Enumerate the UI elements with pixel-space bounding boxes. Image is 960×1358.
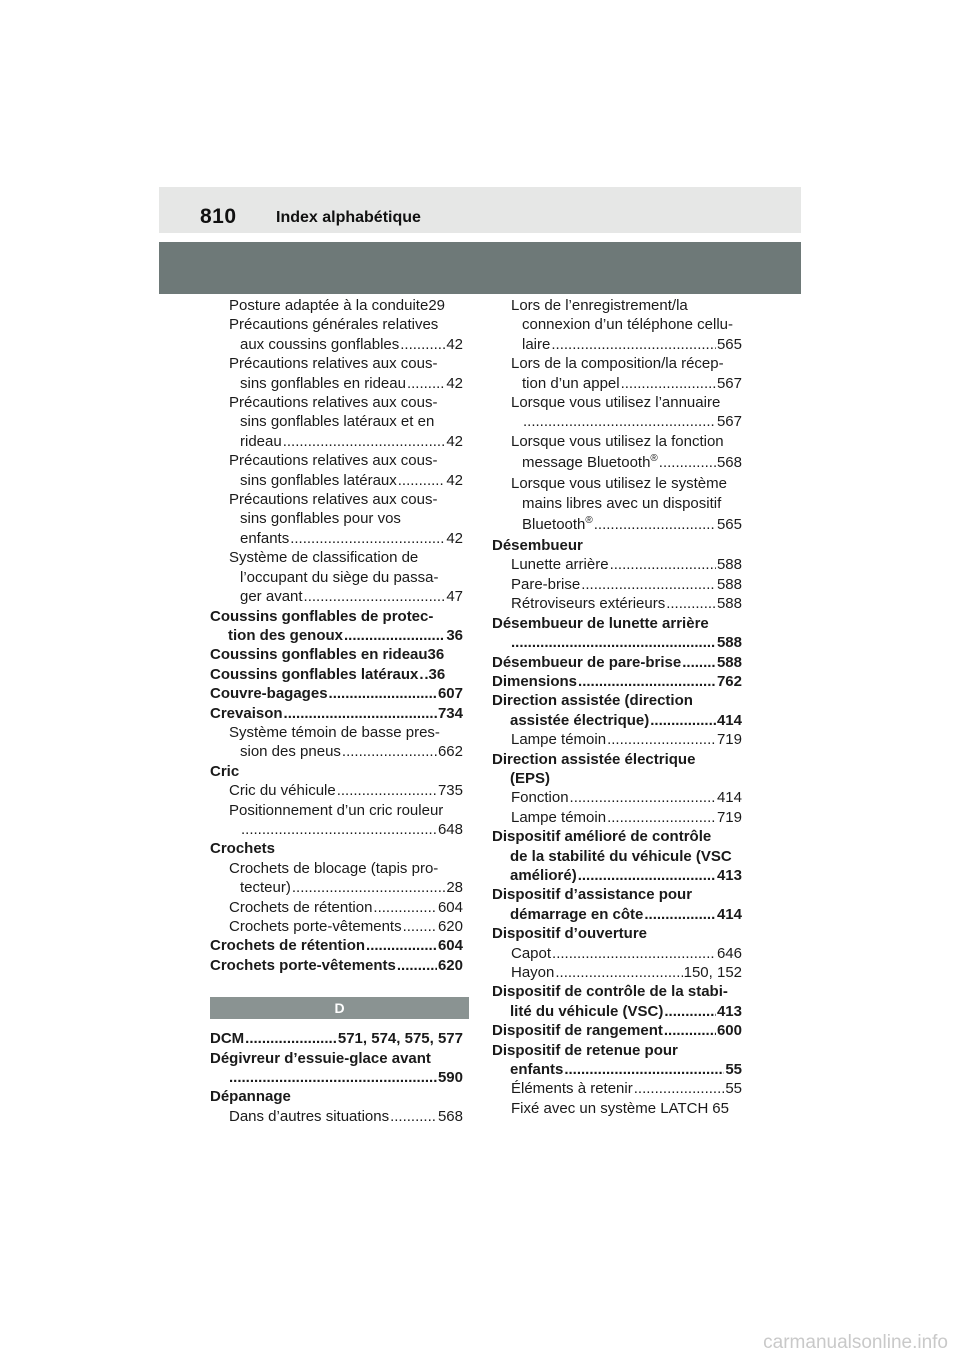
index-main-entry: Couvre-bagages ..... 607 xyxy=(210,684,463,703)
section-title: Index alphabétique xyxy=(276,209,421,226)
index-main-entry: DCM ..... 571, 574, 575, 577 xyxy=(210,1029,463,1048)
index-entry: Fonction ..... 414 xyxy=(492,788,742,807)
index-main-entry: Crochets porte-vêtements ..... 620 xyxy=(210,956,463,975)
index-main-entry-line: Dégivreur d’essuie-glace avant xyxy=(210,1049,431,1067)
chapter-band xyxy=(159,242,801,294)
page-number: 810 xyxy=(200,205,237,228)
index-main-entry-line: Direction assistée électrique xyxy=(492,750,696,768)
index-entry: aux coussins gonflables ..... 42 xyxy=(210,335,463,354)
index-entry-line: sins gonflables pour vos xyxy=(240,510,401,528)
index-entry-line: Positionnement d’un cric rouleur xyxy=(229,801,444,819)
index-main-entry-line: Coussins gonflables de protec- xyxy=(210,607,434,625)
index-main-entry-line: (EPS) xyxy=(510,769,551,787)
index-entry-line: Lorsque vous utilisez la fonction xyxy=(511,432,724,450)
index-entry-line: connexion d’un téléphone cellu- xyxy=(522,316,733,334)
index-entry: Pare-brise ..... 588 xyxy=(492,575,742,594)
index-entry: Crochets porte-vêtements ..... 620 xyxy=(210,917,463,936)
index-entry: Cric du véhicule ..... 735 xyxy=(210,781,463,800)
index-entry-line: Lors de l’enregistrement/la xyxy=(511,297,688,314)
index-main-entry: amélioré) ..... 413 xyxy=(492,866,742,885)
index-entry-line: Lorsque vous utilisez le système xyxy=(511,475,727,493)
index-entry: Dans d’autres situations ..... 568 xyxy=(210,1107,463,1126)
index-main-entry: Dispositif d’ouverture xyxy=(492,925,648,943)
index-entry-line: Précautions relatives aux cous- xyxy=(229,355,438,373)
index-main-entry-line: de la stabilité du véhicule (VSC xyxy=(510,847,732,865)
index-entry: sins gonflables latéraux ..... 42 xyxy=(210,471,463,490)
index-entry: Hayon ..... 150, 152 xyxy=(492,963,742,982)
index-column-right xyxy=(492,296,742,1118)
index-entry-line: Précautions relatives aux cous- xyxy=(229,491,438,509)
index-entry: rideau ..... 42 xyxy=(210,432,463,451)
index-entry-line: Système de classification de xyxy=(229,549,419,567)
index-entry-line: Précautions relatives aux cous- xyxy=(229,394,438,412)
index-entry-line: Lorsque vous utilisez l’annuaire xyxy=(511,394,721,412)
index-entry-line: mains libres avec un dispositif xyxy=(522,494,722,512)
index-main-entry: ..... 588 xyxy=(492,633,742,652)
index-entry: sion des pneus ..... 662 xyxy=(210,742,463,761)
index-entry-line: l’occupant du siège du passa- xyxy=(240,568,439,586)
index-entry: Crochets de rétention ..... 604 xyxy=(210,898,463,917)
header-band xyxy=(159,187,801,233)
index-main-entry: Désembueur xyxy=(492,537,583,555)
index-entry: Capot ..... 646 xyxy=(492,944,742,963)
index-main-entry-line: Dispositif d’assistance pour xyxy=(492,886,693,904)
index-main-entry: lité du véhicule (VSC) ..... 413 xyxy=(492,1002,742,1021)
index-main-entry: démarrage en côte ..... 414 xyxy=(492,905,742,924)
index-entry: Lunette arrière ..... 588 xyxy=(492,555,742,574)
index-entry: sins gonflables en rideau ..... 42 xyxy=(210,374,463,393)
index-entry: Bluetooth® ..... 565 xyxy=(492,513,742,536)
index-main-entry: Crochets xyxy=(210,840,276,858)
index-main-entry-line: Désembueur de lunette arrière xyxy=(492,614,709,632)
index-entry: Lampe témoin ..... 719 xyxy=(492,808,742,827)
index-main-entry: Crochets de rétention ..... 604 xyxy=(210,936,463,955)
index-entry-line: Système témoin de basse pres- xyxy=(229,723,440,741)
index-main-entry: assistée électrique) ..... 414 xyxy=(492,711,742,730)
index-main-entry: enfants ..... 55 xyxy=(492,1060,742,1079)
index-entry: Éléments à retenir ..... 55 xyxy=(492,1079,742,1098)
index-entry-line: sins gonflables latéraux et en xyxy=(240,413,435,431)
index-entry: ger avant ..... 47 xyxy=(210,587,463,606)
index-entry: message Bluetooth® ..... 568 xyxy=(492,451,742,474)
index-entry-line: Précautions générales relatives xyxy=(229,316,439,334)
index-main-entry-line: Direction assistée (direction xyxy=(492,692,693,710)
section-letter-heading: D xyxy=(210,997,469,1019)
index-entry: enfants ..... 42 xyxy=(210,529,463,548)
index-main-entry: Coussins gonflables latéraux ..... .36 xyxy=(210,665,463,684)
index-entry: Fixé avec un système LATCH 65 xyxy=(511,1099,729,1117)
watermark: carmanualsonline.info xyxy=(763,1332,948,1353)
index-entry: Rétroviseurs extérieurs ..... 588 xyxy=(492,594,742,613)
index-entry-line: Précautions relatives aux cous- xyxy=(229,452,438,470)
index-entry: tion d’un appel ..... 567 xyxy=(492,374,742,393)
index-entry-line: Crochets de blocage (tapis pro- xyxy=(229,859,439,877)
index-main-entry-line: Dispositif de retenue pour xyxy=(492,1041,678,1059)
index-entry: ..... 567 xyxy=(492,412,742,431)
index-main-entry-line: Dispositif amélioré de contrôle xyxy=(492,828,712,846)
index-entry: tecteur) ..... 28 xyxy=(210,878,463,897)
index-main-entry: ..... 590 xyxy=(210,1068,463,1087)
index-main-entry: Coussins gonflables en rideau 36 xyxy=(210,646,445,664)
index-main-entry: Désembueur de pare-brise ..... 588 xyxy=(492,653,742,672)
index-entry-line: Lors de la composition/la récep- xyxy=(511,355,724,373)
index-main-entry-line: Dispositif de contrôle de la stabi- xyxy=(492,983,728,1001)
index-entry: Lampe témoin ..... 719 xyxy=(492,730,742,749)
index-entry: ..... 648 xyxy=(210,820,463,839)
index-main-entry: Cric xyxy=(210,762,240,780)
index-main-entry: Dépannage xyxy=(210,1088,291,1106)
index-entry: Posture adaptée à la conduite 29 xyxy=(229,297,446,314)
index-main-entry: Crevaison ..... 734 xyxy=(210,704,463,723)
index-main-entry: Dispositif de rangement ..... 600 xyxy=(492,1021,742,1040)
index-column-left xyxy=(210,296,463,1126)
index-entry: laire ..... 565 xyxy=(492,335,742,354)
index-main-entry: tion des genoux ..... 36 xyxy=(210,626,463,645)
index-main-entry: Dimensions ..... 762 xyxy=(492,672,742,691)
